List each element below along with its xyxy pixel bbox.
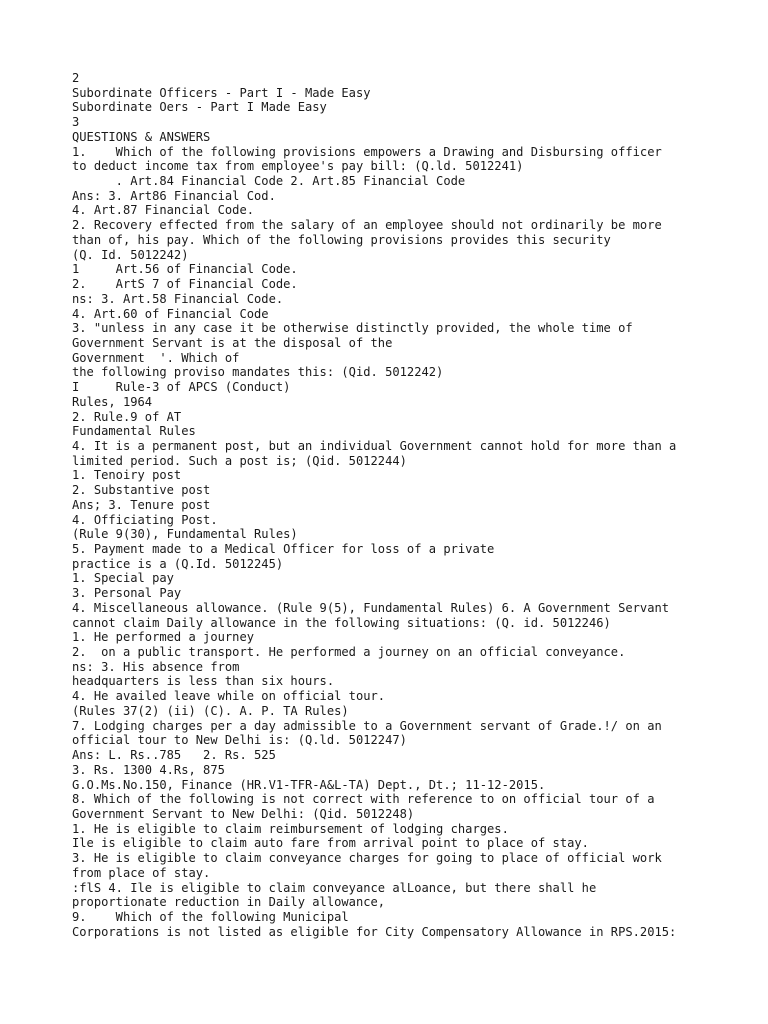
- text-line: Subordinate Oers - Part I Made Easy: [72, 100, 327, 115]
- text-line: to deduct income tax from employee's pay bill: (Q.ld. 5012241): [72, 159, 524, 174]
- text-line: Government '. Which of: [72, 350, 240, 365]
- text-line: 3: [72, 115, 80, 130]
- text-line: 7. Lodging charges per a day admissible to a Government servant of Grade.!/ on an: [72, 718, 662, 733]
- text-line: Ans; 3. Tenure post: [72, 497, 211, 512]
- text-line: 2: [72, 71, 80, 85]
- text-line: 4. Officiating Post.: [72, 512, 218, 527]
- text-line: (Q. Id. 5012242): [72, 247, 189, 262]
- text-line: 4. It is a permanent post, but an individual Government cannot hold for more than a: [72, 438, 677, 453]
- text-line: cannot claim Daily allowance in the following situations: (Q. id. 5012246): [72, 615, 611, 630]
- text-line: G.O.Ms.No.150, Finance (HR.V1-TFR-A&L-TA) Dept., Dt.; 11-12-2015.: [72, 777, 546, 792]
- text-line: 1 Art.56 of Financial Code.: [72, 262, 298, 277]
- text-line: 2. ArtS 7 of Financial Code.: [72, 277, 298, 292]
- text-line: 8. Which of the following is not correct with reference to on official tour of a: [72, 792, 655, 807]
- text-line: limited period. Such a post is; (Qid. 5012244): [72, 453, 407, 468]
- text-line: 1. Which of the following provisions empowers a Drawing and Disbursing officer: [72, 144, 662, 159]
- text-line: 4. He availed leave while on official tour.: [72, 689, 386, 704]
- text-line: :flS 4. Ile is eligible to claim conveyance alLoance, but there shall he: [72, 880, 597, 895]
- text-line: (Rule 9(30), Fundamental Rules): [72, 527, 298, 542]
- text-line: 9. Which of the following Municipal: [72, 909, 349, 924]
- text-line: . Art.84 Financial Code 2. Art.85 Financial Code: [72, 174, 466, 189]
- text-line: practice is a (Q.Id. 5012245): [72, 556, 284, 571]
- text-line: Government Servant to New Delhi: (Qid. 5012248): [72, 806, 415, 821]
- text-line: I Rule-3 of APCS (Conduct): [72, 380, 291, 395]
- text-line: 1. Special pay: [72, 571, 174, 586]
- text-line: Subordinate Officers - Part I - Made Easy: [72, 85, 371, 100]
- text-line: 3. Personal Pay: [72, 586, 182, 601]
- text-line: 3. "unless in any case it be otherwise distinctly provided, the whole time of: [72, 321, 633, 336]
- text-line: proportionate reduction in Daily allowance,: [72, 895, 386, 910]
- text-line: 2. Rule.9 of AT: [72, 409, 182, 424]
- text-line: Ans: L. Rs..785 2. Rs. 525: [72, 748, 276, 763]
- text-line: headquarters is less than six hours.: [72, 674, 335, 689]
- text-line: 5. Payment made to a Medical Officer for loss of a private: [72, 542, 495, 556]
- text-line: 1. Tenoiry post: [72, 468, 182, 483]
- text-line: 4. Art.87 Financial Code.: [72, 203, 255, 218]
- text-line: Fundamental Rules: [72, 424, 196, 439]
- text-line: QUESTIONS & ANSWERS: [72, 129, 211, 144]
- text-line: Corporations is not listed as eligible for City Compensatory Allowance in RPS.2015:: [72, 924, 677, 939]
- text-line: 2. on a public transport. He performed a journey on an official conveyance.: [72, 645, 626, 660]
- text-line: 3. Rs. 1300 4.Rs, 875: [72, 762, 225, 777]
- document-body: [72, 71, 752, 939]
- text-line: 2. Substantive post: [72, 483, 211, 498]
- text-line: ns: 3. Art.58 Financial Code.: [72, 291, 284, 306]
- text-line: Ile is eligible to claim auto fare from arrival point to place of stay.: [72, 836, 589, 851]
- text-line: (Rules 37(2) (ii) (C). A. P. TA Rules): [72, 703, 349, 718]
- text-line: than of, his pay. Which of the following provisions provides this security: [72, 232, 611, 247]
- text-line: from place of stay.: [72, 865, 211, 880]
- text-line: ns: 3. His absence from: [72, 659, 240, 674]
- text-line: official tour to New Delhi is: (Q.ld. 5012247): [72, 733, 407, 748]
- text-line: 4. Miscellaneous allowance. (Rule 9(5), Fundamental Rules) 6. A Government Servant: [72, 600, 670, 615]
- text-line: 4. Art.60 of Financial Code: [72, 306, 269, 321]
- text-line: Government Servant is at the disposal of the: [72, 335, 393, 350]
- text-line: 1. He is eligible to claim reimbursement of lodging charges.: [72, 821, 509, 836]
- text-line: 2. Recovery effected from the salary of an employee should not ordinarily be more: [72, 218, 662, 233]
- text-line: 3. He is eligible to claim conveyance charges for going to place of official work: [72, 851, 662, 866]
- text-line: Rules, 1964: [72, 394, 153, 409]
- text-line: Ans: 3. Art86 Financial Cod.: [72, 188, 276, 203]
- text-line: the following proviso mandates this: (Qid. 5012242): [72, 365, 444, 380]
- text-line: 1. He performed a journey: [72, 630, 255, 645]
